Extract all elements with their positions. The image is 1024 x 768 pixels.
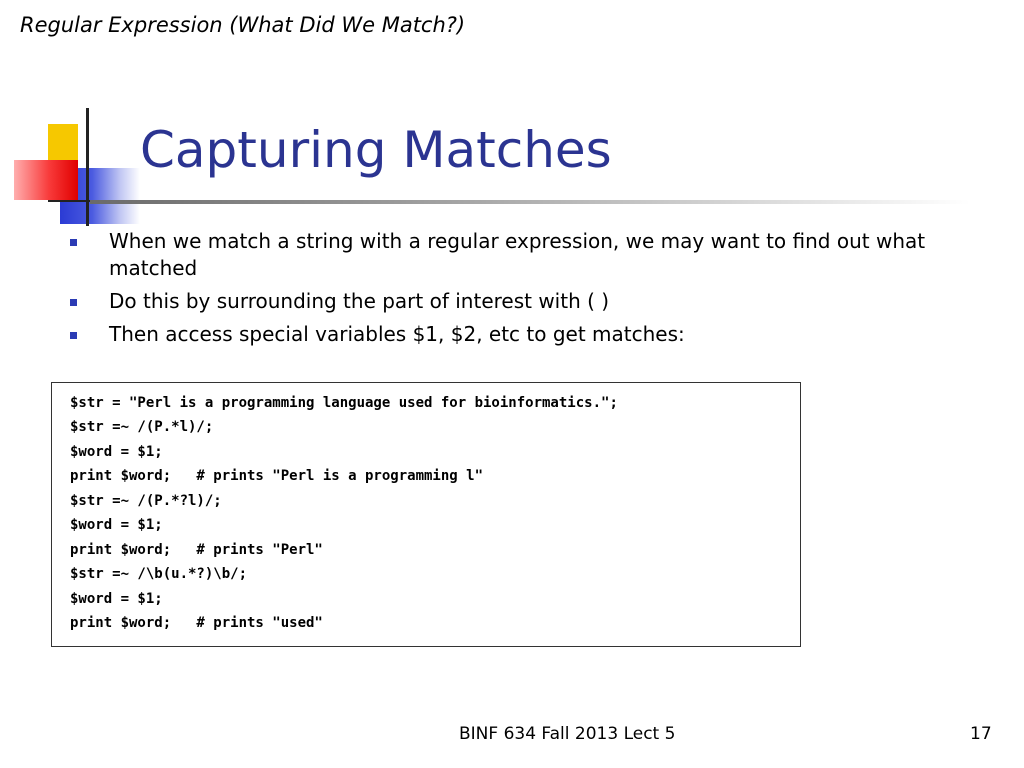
square-bullet-icon xyxy=(70,332,77,339)
code-line: $word = $1; xyxy=(70,444,163,460)
code-line: $word = $1; xyxy=(70,517,163,533)
logo-vertical-line xyxy=(86,108,89,226)
page-number: 17 xyxy=(970,724,992,744)
square-bullet-icon xyxy=(70,239,77,246)
footer-course-label: BINF 634 Fall 2013 Lect 5 xyxy=(459,724,676,744)
code-block xyxy=(51,382,801,647)
code-line: $str =~ /(P.*?l)/; xyxy=(70,493,222,509)
header-title: Regular Expression (What Did We Match?) xyxy=(20,13,466,37)
slide-logo-decoration xyxy=(0,0,140,240)
bullet-item xyxy=(70,321,950,348)
code-line: $str =~ /\b(u.*?)\b/; xyxy=(70,566,248,582)
bullet-item xyxy=(70,228,950,282)
code-line: $str =~ /(P.*l)/; xyxy=(70,419,214,435)
square-bullet-icon xyxy=(70,299,77,306)
logo-red-square xyxy=(14,160,78,200)
code-line: $str = "Perl is a programming language used for bioinformatics."; xyxy=(70,395,618,411)
code-line: print $word; # prints "used" xyxy=(70,615,323,631)
code-line: print $word; # prints "Perl" xyxy=(70,542,323,558)
slide-title: Capturing Matches xyxy=(140,121,612,179)
bullet-text: Do this by surrounding the part of interest with ( ) xyxy=(109,289,610,313)
bullet-item xyxy=(70,288,950,315)
bullet-text: When we match a string with a regular expression, we may want to find out what matched xyxy=(109,229,926,280)
title-underline-divider xyxy=(90,200,970,204)
code-line: print $word; # prints "Perl is a programming l" xyxy=(70,468,484,484)
bullet-text: Then access special variables $1, $2, etc to get matches: xyxy=(109,322,685,346)
bullet-list xyxy=(70,228,950,354)
code-line: $word = $1; xyxy=(70,591,163,607)
